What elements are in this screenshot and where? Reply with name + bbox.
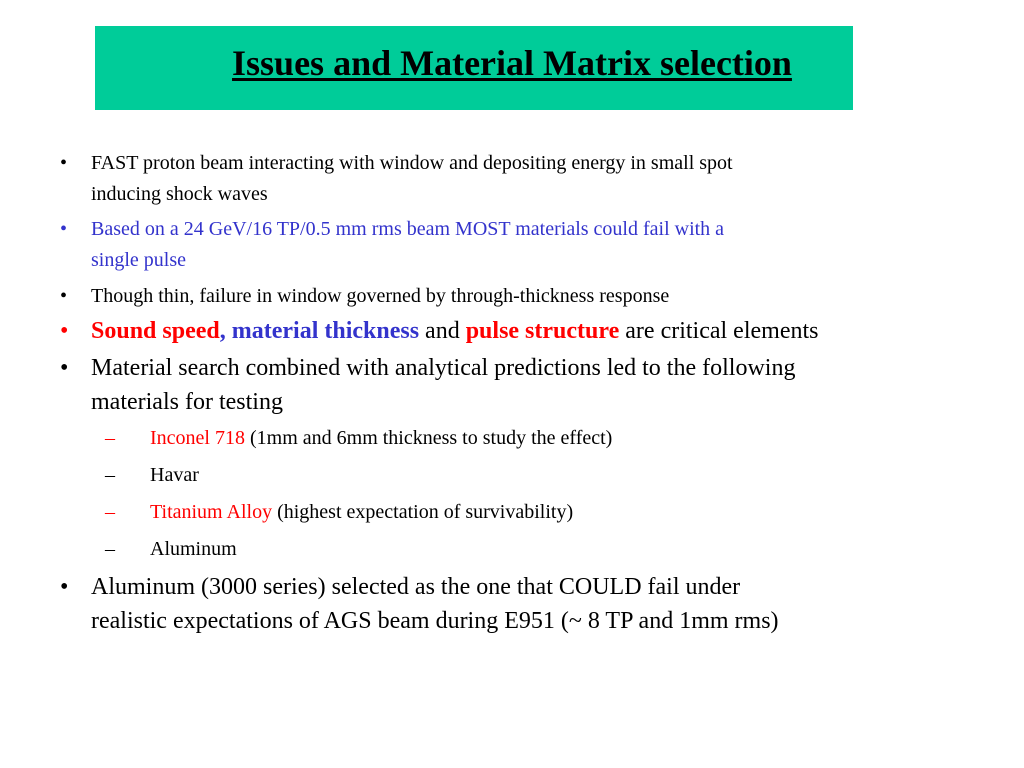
bullet-item-6-line2: realistic expectations of AGS beam during E951 (~ 8 TP and 1mm rms) [91,608,779,634]
material-sublist [60,423,980,565]
critical-elements-text: are critical elements [619,318,819,344]
sub-item-havar [105,460,980,491]
dash-icon: – [105,538,115,560]
bullet-item-1-line2: inducing shock waves [91,183,268,205]
bullet-item-2 [60,214,980,276]
pulse-structure-text: pulse structure [465,318,620,344]
bullet-icon: • [60,355,69,381]
bullet-icon: • [60,218,68,240]
titanium-text: Titanium Alloy [150,501,273,523]
dash-icon: – [105,427,115,449]
dash-icon: – [105,501,115,523]
bullet-item-5 [60,351,980,419]
sub-item-inconel [105,423,980,454]
titanium-detail: (highest expectation of survivability) [272,501,574,523]
inconel-detail: (1mm and 6mm thickness to study the effect) [244,427,613,449]
bullet-item-1-line1: FAST proton beam interacting with window and depositing energy in small spot [91,152,733,174]
slide-title: Issues and Material Matrix selection [232,43,792,83]
material-thickness-text: material thickness [231,318,420,344]
bullet-item-5-line2: materials for testing [91,389,283,415]
bullet-icon: • [60,152,68,174]
bullet-icon: • [60,285,68,307]
aluminum-text: Aluminum [150,538,237,560]
bullet-item-2-line1: Based on a 24 GeV/16 TP/0.5 mm rms beam MOST materials could fail with a [91,218,725,240]
bullet-item-6 [60,570,980,638]
comma-text: , [219,318,232,344]
bullet-item-2-line2: single pulse [91,249,186,271]
bullet-icon: • [60,318,69,344]
bullet-item-5-line1: Material search combined with analytical predictions led to the following [91,355,796,381]
bullet-item-4 [60,314,980,348]
dash-icon: – [105,464,115,486]
inconel-text: Inconel 718 [150,427,245,449]
sub-item-aluminum [105,534,980,565]
bullet-icon: • [60,574,69,600]
bullet-item-6-line1: Aluminum (3000 series) selected as the one that COULD fail under [91,574,741,600]
and-text: and [419,318,466,344]
bullet-item-3 [60,281,980,312]
havar-text: Havar [150,464,199,486]
bullet-item-3-text: Though thin, failure in window governed by through-thickness response [91,285,670,307]
bullet-item-1 [60,148,980,210]
sound-speed-text: Sound speed [91,318,220,344]
bullet-list [60,148,980,638]
sub-item-titanium [105,497,980,528]
